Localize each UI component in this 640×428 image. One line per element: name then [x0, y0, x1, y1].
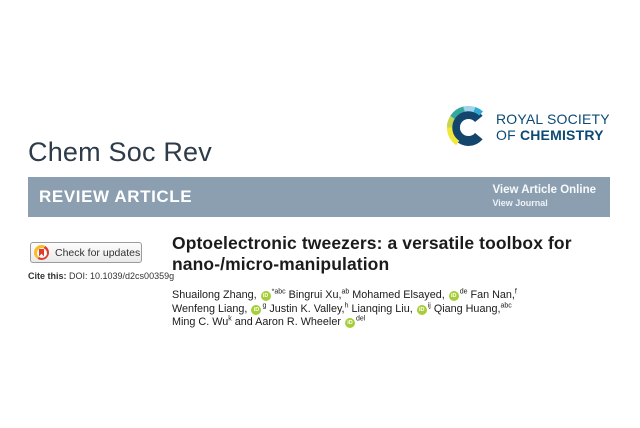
rsc-logo-chemistry: CHEMISTRY: [519, 126, 604, 143]
view-journal-link[interactable]: View Journal: [492, 198, 548, 208]
cite-this-label: Cite this:: [28, 271, 67, 281]
orcid-icon[interactable]: iD: [251, 305, 261, 315]
author-line: [172, 316, 622, 330]
check-for-updates-button[interactable]: [30, 242, 142, 263]
affiliation-superscript: abc: [500, 301, 512, 309]
author-name: Justin K. Valley,: [266, 302, 345, 315]
rsc-logo-of: OF: [496, 126, 520, 143]
affiliation-superscript: ij: [427, 301, 431, 309]
journal-name: Chem Soc Rev: [28, 137, 212, 167]
royal-society-of-chemistry-logo: [446, 103, 610, 152]
affiliation-superscript: ab: [341, 288, 350, 296]
affiliation-superscript: *abc: [271, 288, 286, 296]
check-for-updates-label: Check for updates: [55, 246, 141, 259]
affiliation-superscript: h: [344, 301, 349, 309]
orcid-icon[interactable]: iD: [449, 291, 459, 301]
affiliation-superscript: g: [262, 301, 267, 309]
doi-value: DOI: 10.1039/d2cs00359g: [66, 271, 175, 281]
rsc-logo-line2: [496, 128, 610, 144]
author-name: Fan Nan,: [467, 289, 515, 301]
author-name: and Aaron R. Wheeler: [231, 316, 344, 328]
author-line: [172, 289, 622, 303]
author-name: Ming C. Wu: [172, 316, 229, 328]
affiliation-superscript: de: [459, 288, 468, 296]
author-name: Shuailong Zhang,: [172, 289, 260, 301]
article-title-line1: Optoelectronic tweezers: a versatile toolbox for: [172, 233, 572, 253]
author-name: Qiang Huang,: [430, 302, 501, 315]
article-title-line2: nano-/micro-manipulation: [172, 254, 390, 274]
author-name: Wenfeng Liang,: [172, 302, 251, 315]
view-article-online-link[interactable]: View Article Online: [492, 184, 596, 196]
rsc-logo-line1: ROYAL SOCIETY: [496, 110, 610, 127]
banner-links: [492, 184, 596, 208]
article-type-banner: [28, 177, 610, 217]
rsc-c-mark-icon: [446, 103, 491, 152]
crossmark-icon: [34, 245, 49, 260]
author-list: [172, 289, 622, 330]
orcid-icon[interactable]: iD: [261, 291, 271, 301]
article-type-label: REVIEW ARTICLE: [39, 187, 193, 206]
author-name: Lianqing Liu,: [348, 302, 416, 315]
affiliation-superscript: f: [514, 288, 517, 296]
author-line: [172, 303, 622, 317]
author-name: Bingrui Xu,: [285, 289, 342, 301]
citation-doi: [28, 271, 174, 281]
article-title: [172, 233, 622, 275]
rsc-logo-text: [496, 112, 610, 143]
affiliation-superscript: k: [228, 315, 232, 323]
author-name: Mohamed Elsayed,: [349, 289, 448, 301]
orcid-icon[interactable]: iD: [345, 318, 355, 328]
affiliation-superscript: del: [355, 315, 366, 323]
orcid-icon[interactable]: iD: [417, 305, 427, 315]
